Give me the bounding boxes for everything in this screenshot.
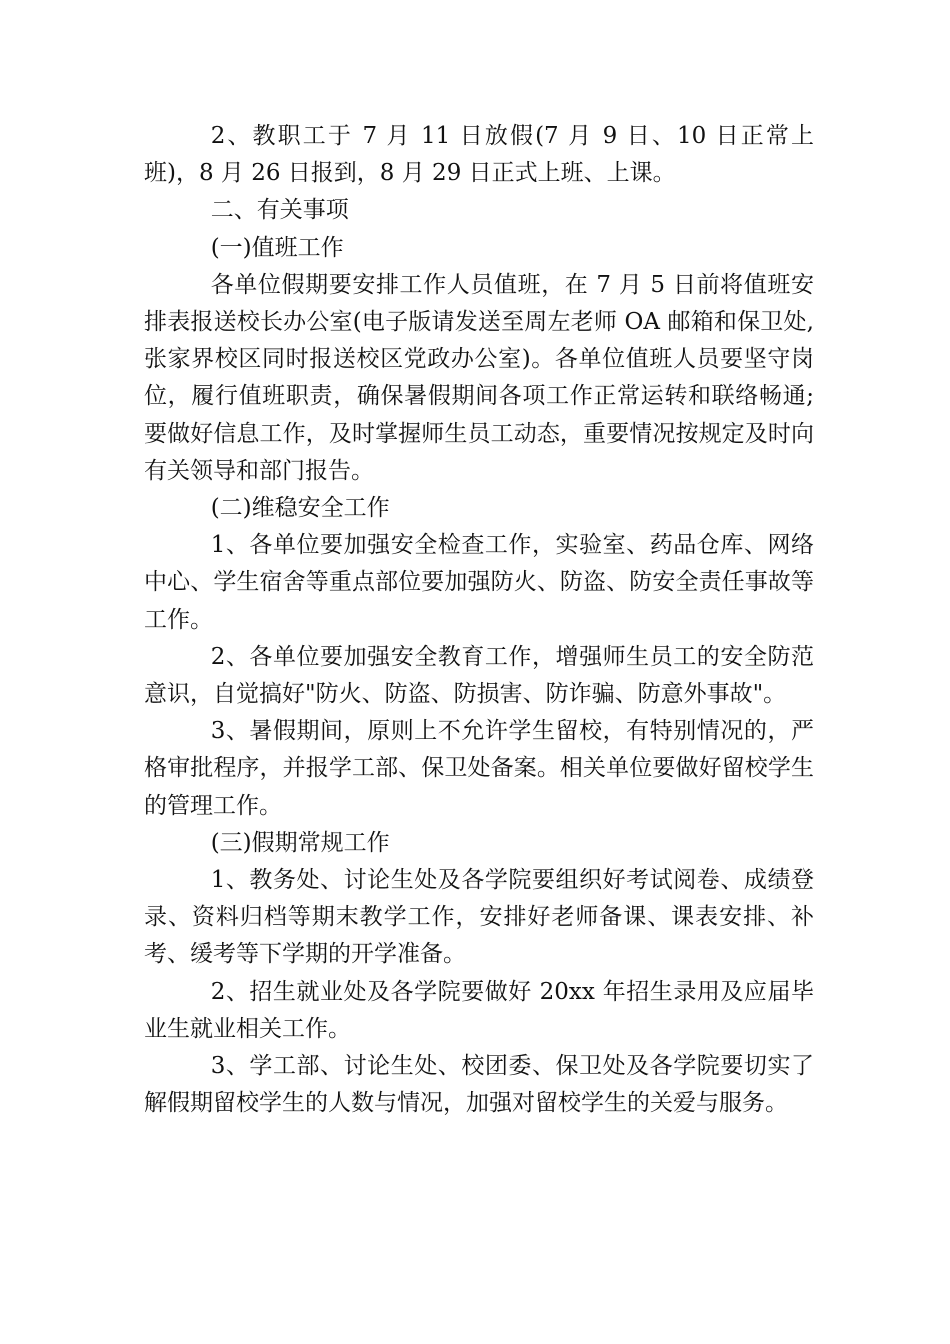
subheading-duty-work: (一)值班工作 <box>210 234 344 261</box>
paragraph-safety-education: 2、各单位要加强安全教育工作，增强师生员工的安全防范意识，自觉搞好"防火、防盗、防损害、防诈骗、防意外事故"。 <box>144 643 814 708</box>
paragraph-safety-inspection: 1、各单位要加强安全检查工作，实验室、药品仓库、网络中心、学生宿舍等重点部位要加强防火、防盗、防安全责任事故等工作。 <box>144 532 814 633</box>
subheading-routine-work: (三)假期常规工作 <box>210 829 390 856</box>
paragraph-students-staying: 3、暑假期间，原则上不允许学生留校，有特别情况的，严格审批程序，并报学工部、保卫处备案。相关单位要做好留校学生的管理工作。 <box>144 718 814 819</box>
subheading-safety-work: (二)维稳安全工作 <box>210 495 390 522</box>
document-body <box>144 118 814 1122</box>
paragraph-academic-affairs: 1、教务处、讨论生处及各学院要组织好考试阅卷、成绩登录、资料归档等期末教学工作，安排好老师备课、课表安排、补考、缓考等下学期的开学准备。 <box>144 867 814 968</box>
paragraph-admissions: 2、招生就业处及各学院要做好 20xx 年招生录用及应届毕业生就业相关工作。 <box>144 978 814 1042</box>
section-heading-related-matters: 二、有关事项 <box>210 197 349 224</box>
paragraph-staff-holiday: 2、教职工于 7 月 11 日放假(7 月 9 日、10 日正常上班)，8 月 26 日报到，8 月 29 日正式上班、上课。 <box>144 123 814 187</box>
paragraph-student-care: 3、学工部、讨论生处、校团委、保卫处及各学院要切实了解假期留校学生的人数与情况，加强对留校学生的关爱与服务。 <box>144 1053 814 1117</box>
paragraph-duty-arrangement: 各单位假期要安排工作人员值班，在 7 月 5 日前将值班安排表报送校长办公室(电子版请发送至周左老师 OA 邮箱和保卫处,张家界校区同时报送校区党政办公室)。各单位值班人员要坚守岗位，履行值班职责，确保暑假期间各项工作正常运转和联络畅通;要做好信息工作，及时掌握师生员工动态，重要情况按规定及时向有关领导和部门报告。 <box>144 271 814 484</box>
